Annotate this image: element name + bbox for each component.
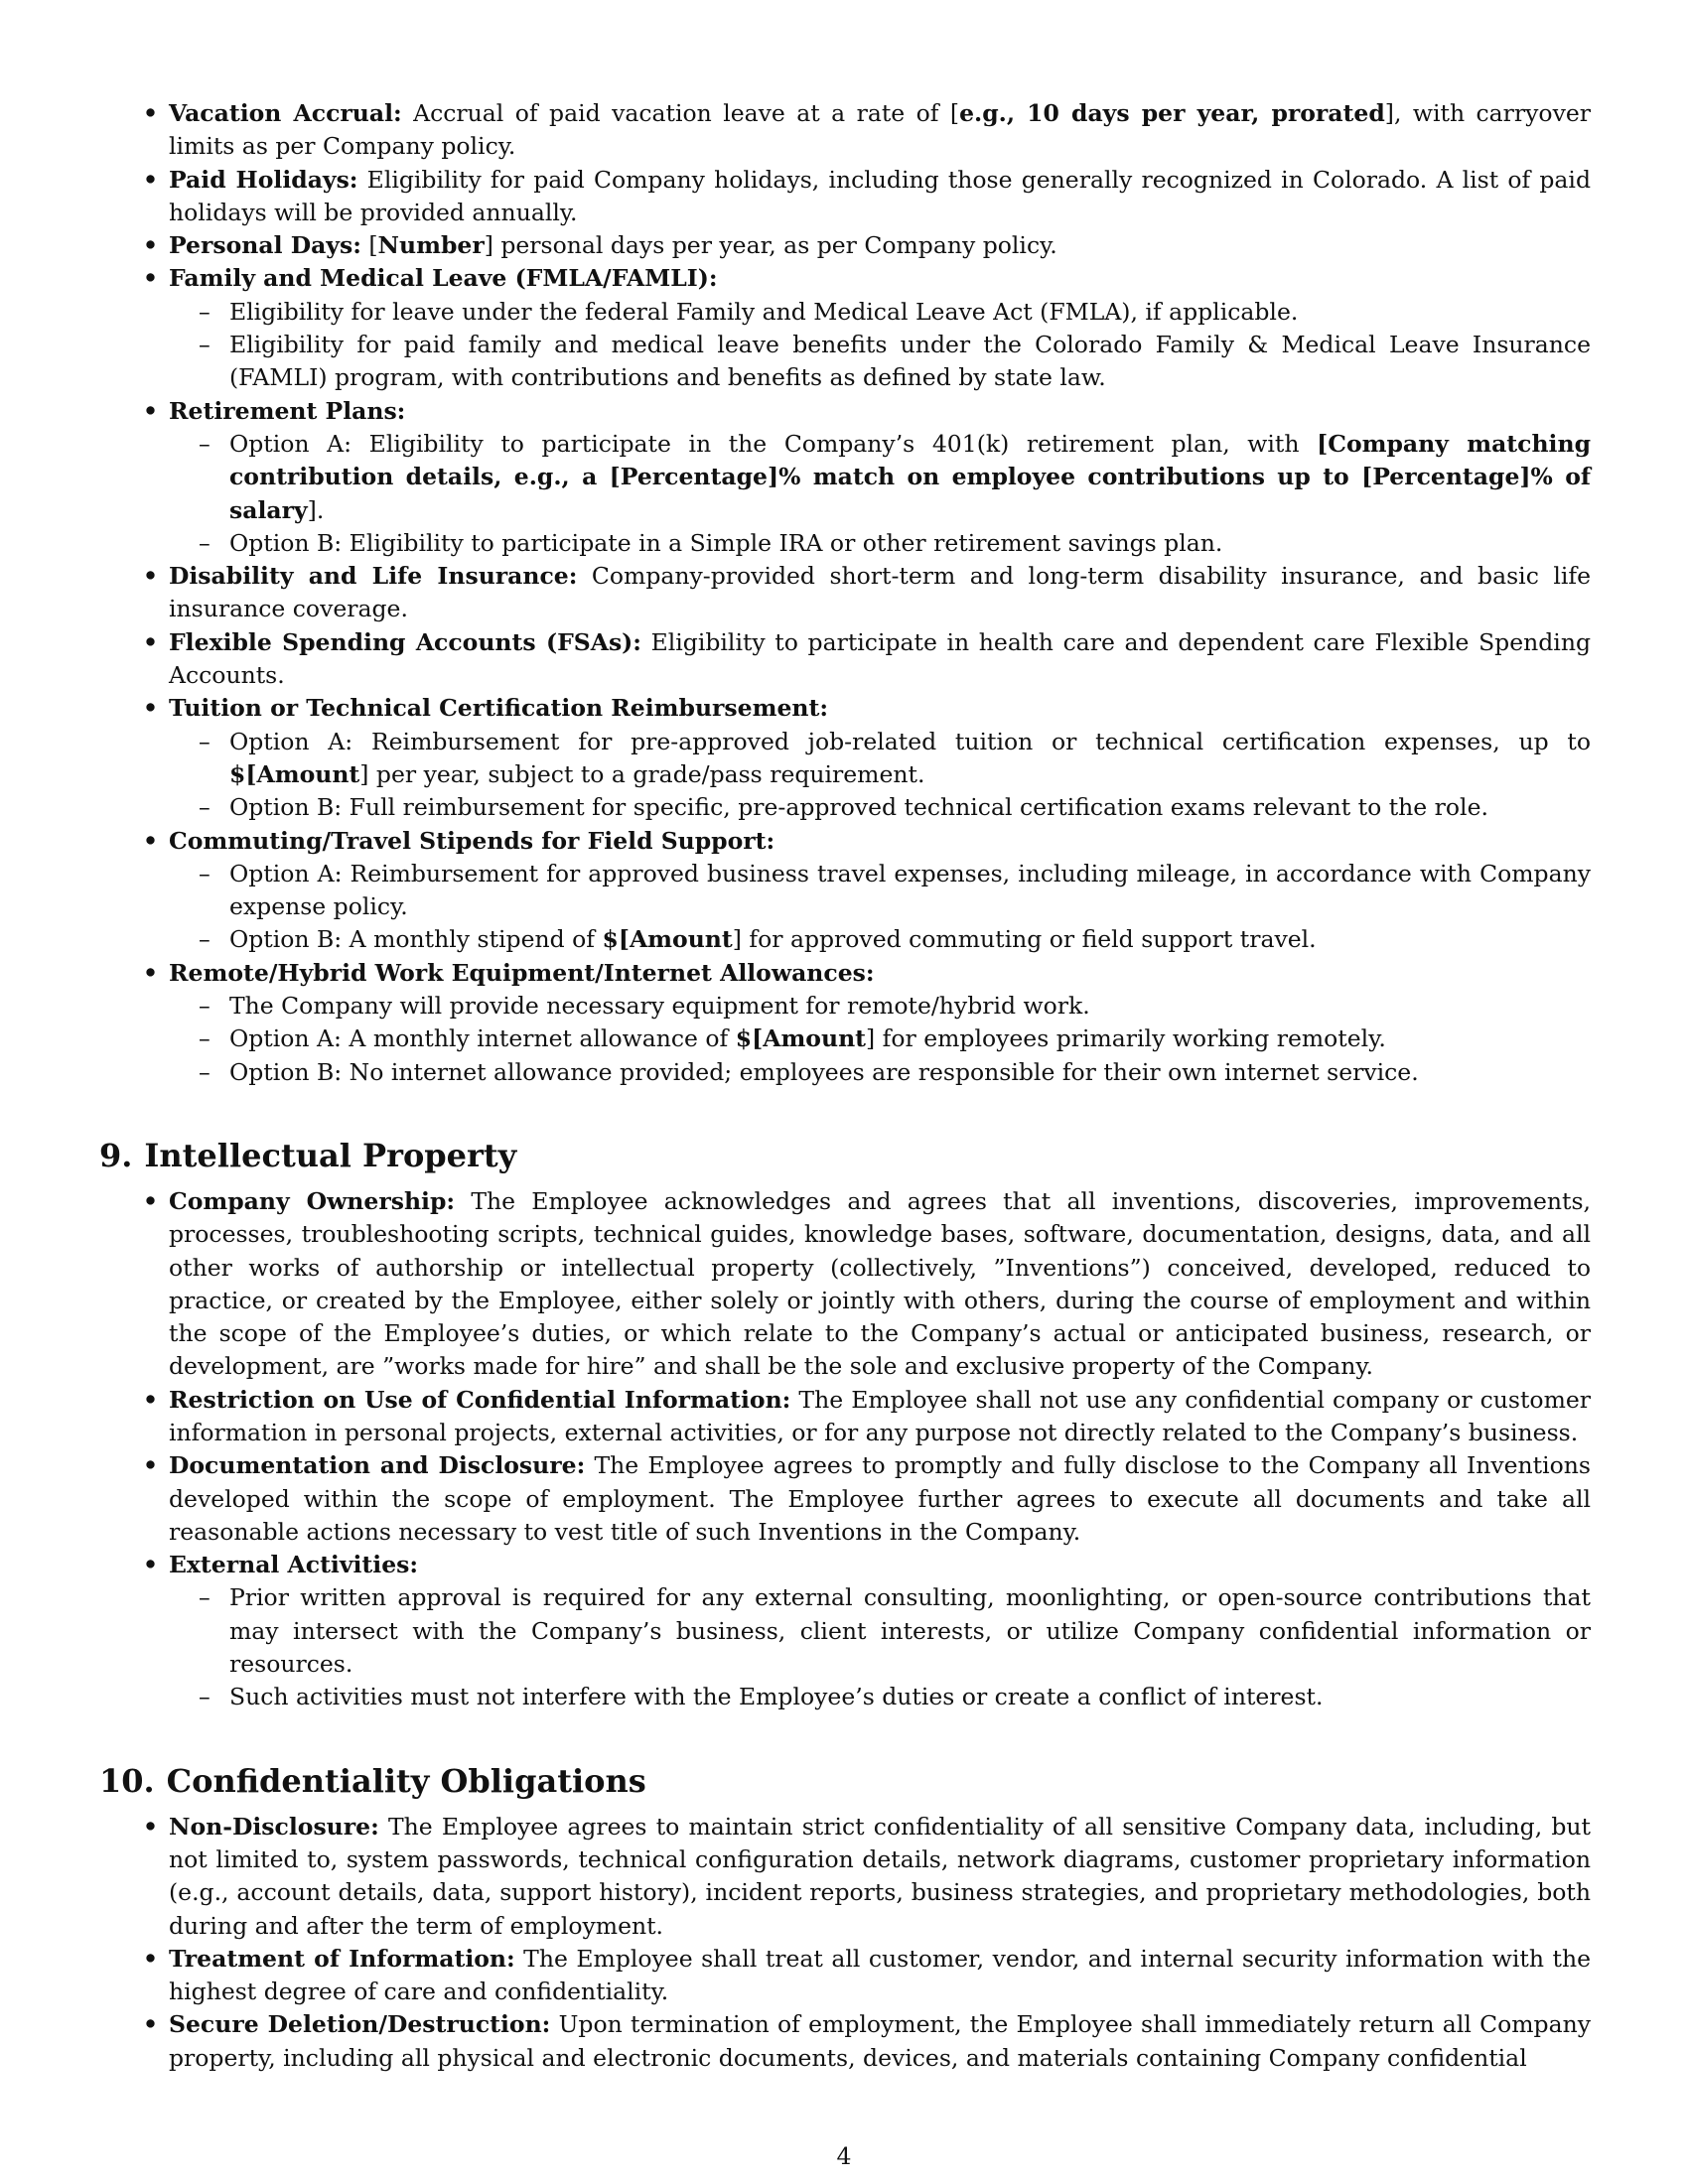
item-label: Treatment of Information: xyxy=(169,1944,515,1973)
bullet-icon: • xyxy=(143,1186,159,1215)
body-text: Option B: A monthly stipend of xyxy=(229,925,603,954)
body-text: Eligibility for paid family and medical leave benefits under the Colorado Family & Medical Leave Insurance (FAMLI) program, with contributions and benefits as defined by state law. xyxy=(229,331,1591,392)
body-text: Company-provided short-term and long-term disability insurance, and basic life insurance coverage. xyxy=(169,562,1591,623)
body-text: [ xyxy=(949,99,960,127)
sub-list-item xyxy=(169,858,1591,924)
page-content xyxy=(99,97,1591,2075)
item-label: Retirement Plans: xyxy=(169,396,406,425)
sub-list xyxy=(169,296,1591,395)
bullet-icon: • xyxy=(143,264,159,293)
body-text: The Employee shall treat all customer, vendor, and internal security information with the highest degree of care and confidentiality. xyxy=(169,1944,1591,2006)
dash-icon: – xyxy=(199,297,211,326)
body-text: The Employee shall not use any confidential company or customer information in personal projects, external activities, or for any purpose not directly related to the Company’s business. xyxy=(169,1385,1591,1446)
body-text: The Company will provide necessary equipment for remote/hybrid work. xyxy=(229,992,1090,1021)
body-text: Option B: No internet allowance provided; employees are responsible for their own internet service. xyxy=(229,1057,1419,1086)
dash-icon: – xyxy=(199,925,211,954)
body-text: Option A: A monthly internet allowance of xyxy=(229,1024,736,1053)
body-text: ]. xyxy=(307,495,325,524)
sub-list-item xyxy=(169,791,1591,824)
bullet-icon: • xyxy=(143,627,159,656)
sub-list-item xyxy=(169,428,1591,527)
list-item xyxy=(99,692,1591,824)
list-item xyxy=(99,1549,1591,1713)
bold-placeholder-text: $[Amount xyxy=(229,759,360,788)
item-label: Vacation Accrual: xyxy=(169,99,402,127)
item-label: Company Ownership: xyxy=(169,1186,456,1215)
section-title: Intellectual Property xyxy=(144,1136,517,1174)
body-text: Such activities must not interfere with the Employee’s duties or create a conflict of interest. xyxy=(229,1683,1324,1711)
list-item xyxy=(99,395,1591,560)
sub-list-item xyxy=(169,923,1591,956)
sub-list xyxy=(169,428,1591,560)
list-item xyxy=(99,1384,1591,1450)
bold-placeholder-text: e.g., 10 days per year, prorated xyxy=(959,99,1385,127)
body-text: ] personal days per year, as per Company policy. xyxy=(484,231,1057,260)
list-item xyxy=(99,957,1591,1089)
bullet-icon: • xyxy=(143,826,159,855)
bullet-icon: • xyxy=(143,1451,159,1480)
bullet-icon: • xyxy=(143,165,159,194)
bullet-icon: • xyxy=(143,1812,159,1841)
bullet-icon: • xyxy=(143,562,159,591)
bullet-icon: • xyxy=(143,1944,159,1973)
body-text: [ xyxy=(360,231,378,260)
bold-placeholder-text: [Company matching contribution details, e.g., a [Percentage]% match on employee contributions up to [Percentage]% of salary xyxy=(229,429,1591,524)
section-title: Confidentiality Obligations xyxy=(166,1761,646,1800)
item-label: Paid Holidays: xyxy=(169,165,358,194)
dash-icon: – xyxy=(199,1683,211,1711)
sub-list-item xyxy=(169,1056,1591,1089)
sub-list-item xyxy=(169,1023,1591,1055)
sub-list-item xyxy=(169,990,1591,1023)
benefits-list xyxy=(99,97,1591,1089)
list-item xyxy=(99,229,1591,262)
list-item xyxy=(99,825,1591,957)
body-text: Accrual of paid vacation leave at a rate of xyxy=(401,99,950,127)
sub-list xyxy=(169,858,1591,957)
body-text: Prior written approval is required for any external consulting, moonlighting, or open-source contributions that may intersect with the Company’s business, client interests, or utilize Company confidential information or resources. xyxy=(229,1583,1591,1679)
page-number: 4 xyxy=(836,2142,852,2170)
body-text: ] for employees primarily working remotely. xyxy=(866,1024,1386,1053)
bold-placeholder-text: Number xyxy=(377,231,485,260)
item-label: Tuition or Technical Certification Reimbursement: xyxy=(169,694,829,723)
bullet-icon: • xyxy=(143,2010,159,2039)
item-label: Non-Disclosure: xyxy=(169,1812,379,1841)
dash-icon: – xyxy=(199,992,211,1021)
body-text: Option A: Eligibility to participate in the Company’s 401(k) retirement plan, with xyxy=(229,429,1318,458)
body-text: Option A: Reimbursement for pre-approved job-related tuition or technical certification expenses, up to xyxy=(229,727,1591,755)
body-text: Upon termination of employment, the Employee shall immediately return all Company property, including all physical and electronic documents, devices, and materials containing Company confidential xyxy=(169,2010,1591,2072)
item-label: Family and Medical Leave (FMLA/FAMLI): xyxy=(169,264,718,293)
item-label: Disability and Life Insurance: xyxy=(169,562,578,591)
item-label: Flexible Spending Accounts (FSAs): xyxy=(169,627,641,656)
body-text: ] per year, subject to a grade/pass requirement. xyxy=(359,759,925,788)
sub-list-item xyxy=(169,726,1591,792)
list-item xyxy=(99,2008,1591,2075)
list-item xyxy=(99,560,1591,626)
bullet-icon: • xyxy=(143,1551,159,1579)
dash-icon: – xyxy=(199,859,211,887)
item-label: Commuting/Travel Stipends for Field Support: xyxy=(169,826,775,855)
item-label: External Activities: xyxy=(169,1551,419,1579)
list-item xyxy=(99,97,1591,164)
dash-icon: – xyxy=(199,793,211,822)
section-number: 10. xyxy=(99,1761,155,1800)
body-text: ], with carryover limits as per Company policy. xyxy=(169,99,1591,161)
list-item xyxy=(99,1811,1591,1943)
item-label: Personal Days: xyxy=(169,231,361,260)
dash-icon: – xyxy=(199,1057,211,1086)
body-text: Eligibility for leave under the federal Family and Medical Leave Act (FMLA), if applicable. xyxy=(229,297,1299,326)
body-text: Option B: Eligibility to participate in a Simple IRA or other retirement savings plan. xyxy=(229,528,1223,557)
sub-list-item xyxy=(169,1581,1591,1681)
list-item xyxy=(99,1185,1591,1384)
sub-list xyxy=(169,990,1591,1089)
list-item xyxy=(99,1449,1591,1549)
body-text: The Employee acknowledges and agrees that all inventions, discoveries, improvements, processes, troubleshooting scripts, technical guides, knowledge bases, software, documentation, designs, data, and all other works of authorship or intellectual property (collectively, ”Inventions”) conceived, developed, reduced to practice, or created by the Employee, either solely or jointly with others, during the course of employment and within the scope of the Employee’s duties, or which relate to the Company’s actual or anticipated business, research, or development, are ”works made for hire” and shall be the sole and exclusive property of the Company. xyxy=(169,1186,1591,1381)
body-text: Option A: Reimbursement for approved business travel expenses, including mileage, in accordance with Company expense policy. xyxy=(229,859,1591,921)
bullet-icon: • xyxy=(143,231,159,260)
body-text: The Employee agrees to promptly and fully disclose to the Company all Inventions developed within the scope of employment. The Employee further agrees to execute all documents and take all reasonable actions necessary to vest title of such Inventions in the Company. xyxy=(169,1451,1591,1546)
dash-icon: – xyxy=(199,331,211,359)
body-text: Eligibility to participate in health care and dependent care Flexible Spending Accounts. xyxy=(169,627,1591,690)
bullet-icon: • xyxy=(143,694,159,723)
item-label: Restriction on Use of Confidential Information: xyxy=(169,1385,791,1414)
bullet-icon: • xyxy=(143,396,159,425)
dash-icon: – xyxy=(199,429,211,458)
item-label: Secure Deletion/Destruction: xyxy=(169,2010,551,2039)
sub-list-item xyxy=(169,1681,1591,1713)
sub-list-item xyxy=(169,329,1591,395)
bold-placeholder-text: $[Amount xyxy=(735,1024,867,1053)
body-text: ] for approved commuting or field support travel. xyxy=(732,925,1317,954)
dash-icon: – xyxy=(199,1024,211,1053)
body-text: The Employee agrees to maintain strict confidentiality of all sensitive Company data, including, but not limited to, system passwords, technical configuration details, network diagrams, customer proprietary information (e.g., account details, data, support history), incident reports, business strategies, and proprietary methodologies, both during and after the term of employment. xyxy=(169,1812,1591,1940)
list-item xyxy=(99,1943,1591,2009)
sub-list-item xyxy=(169,527,1591,560)
dash-icon: – xyxy=(199,1583,211,1612)
list-item xyxy=(99,626,1591,693)
body-text: Eligibility for paid Company holidays, including those generally recognized in Colorado. A list of paid holidays will be provided annually. xyxy=(169,165,1591,226)
bold-placeholder-text: $[Amount xyxy=(602,925,733,954)
section-number: 9. xyxy=(99,1136,133,1174)
item-label: Documentation and Disclosure: xyxy=(169,1451,586,1480)
section-heading-intellectual-property xyxy=(99,1136,1591,1175)
list-item xyxy=(99,164,1591,230)
intellectual-property-list xyxy=(99,1185,1591,1714)
confidentiality-list xyxy=(99,1811,1591,2075)
sub-list xyxy=(169,726,1591,825)
dash-icon: – xyxy=(199,727,211,755)
list-item xyxy=(99,262,1591,394)
bullet-icon: • xyxy=(143,99,159,127)
body-text: Option B: Full reimbursement for specific, pre-approved technical certification exams relevant to the role. xyxy=(229,793,1488,822)
section-heading-confidentiality-obligations xyxy=(99,1761,1591,1801)
sub-list xyxy=(169,1581,1591,1713)
dash-icon: – xyxy=(199,528,211,557)
sub-list-item xyxy=(169,296,1591,329)
item-label: Remote/Hybrid Work Equipment/Internet Allowances: xyxy=(169,958,875,987)
bullet-icon: • xyxy=(143,1385,159,1414)
bullet-icon: • xyxy=(143,958,159,987)
